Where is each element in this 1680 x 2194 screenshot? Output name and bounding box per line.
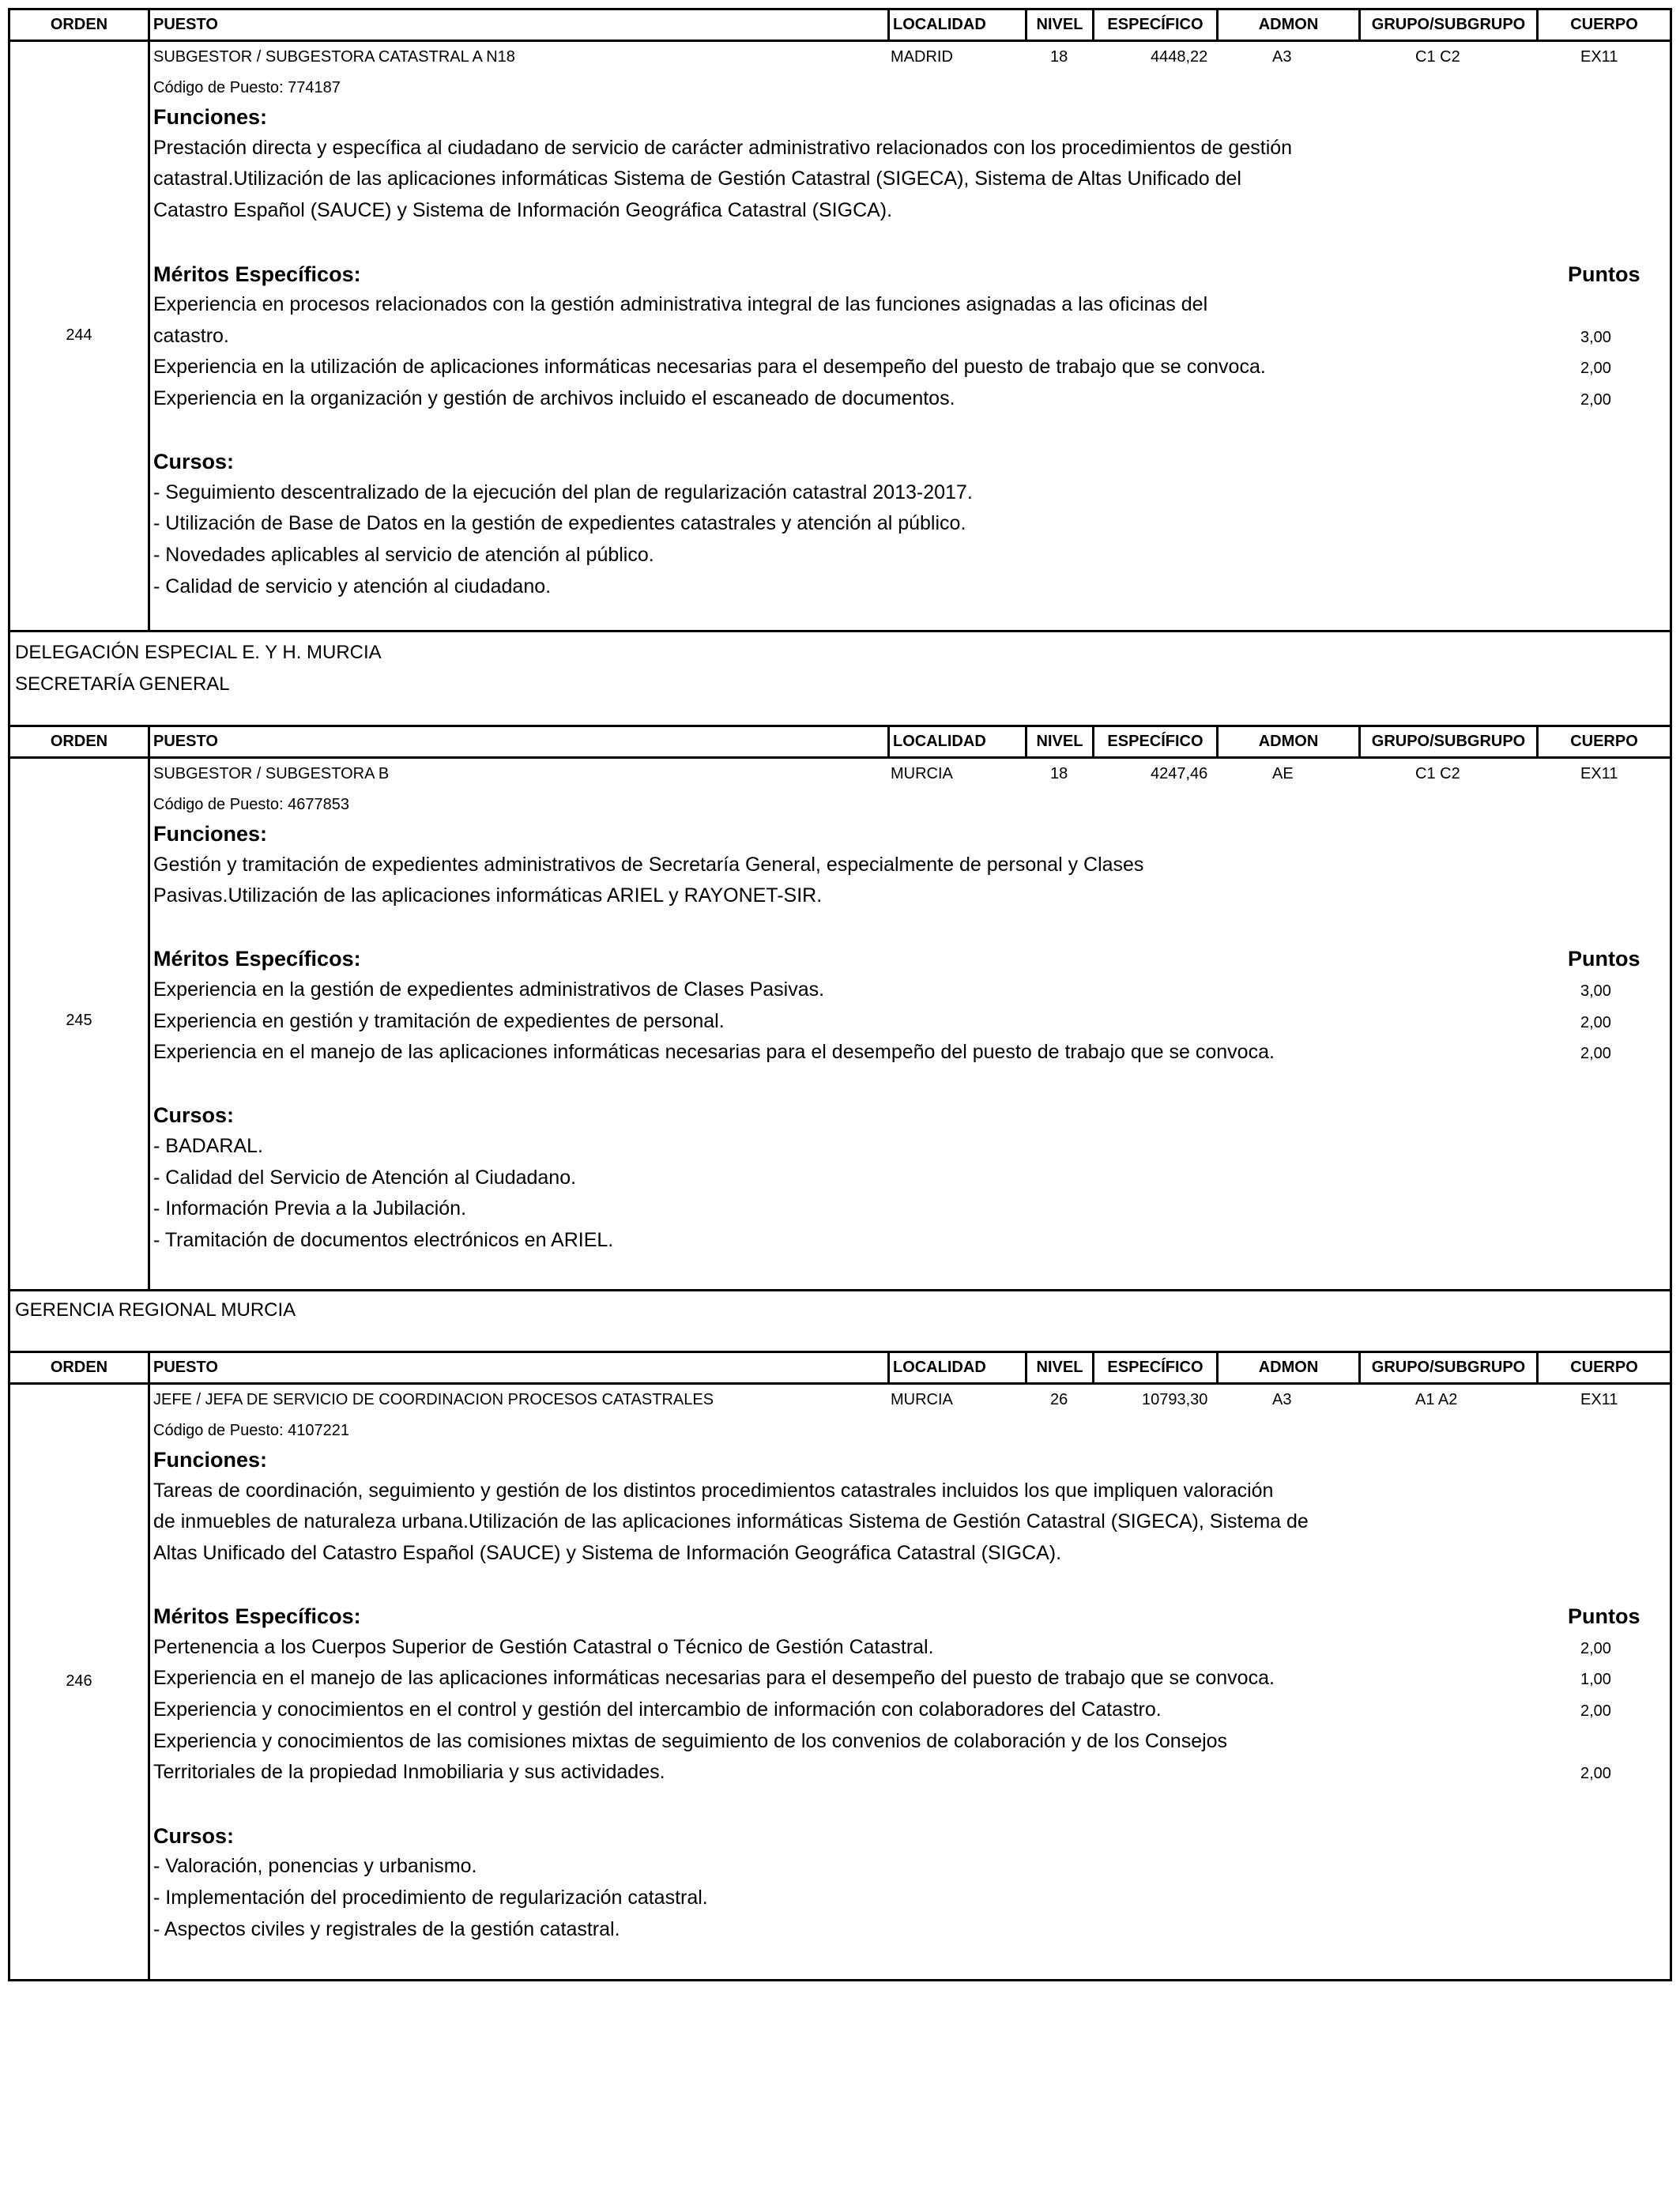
puntos-value: 3,00 — [1580, 982, 1611, 1000]
funciones-line: Tareas de coordinación, seguimiento y gestión de los distintos procedimientos catastrales incluidos los que impliquen valoración — [153, 1480, 1274, 1502]
curso-line: - Calidad de servicio y atención al ciudadano. — [153, 575, 552, 598]
section-line: GERENCIA REGIONAL MURCIA — [15, 1299, 296, 1321]
section-heading — [10, 632, 1670, 727]
merito-line: Experiencia en la organización y gestión de archivos incluido el escaneado de documentos. — [153, 387, 955, 409]
puntos-value: 2,00 — [1580, 1014, 1611, 1031]
cuerpo-value: EX11 — [1580, 765, 1618, 782]
especifico-value: 10793,30 — [1142, 1391, 1208, 1408]
meritos-label: Méritos Específicos: — [153, 947, 361, 971]
merito-line: Experiencia en la gestión de expedientes administrativos de Clases Pasivas. — [153, 978, 825, 1001]
funciones-line: Gestión y tramitación de expedientes administrativos de Secretaría General, especialmente de personal y Clases — [153, 854, 1144, 876]
header-cuerpo: CUERPO — [1570, 16, 1638, 33]
funciones-line: de inmuebles de naturaleza urbana.Utilización de las aplicaciones informáticas Sistema de Gestión Catastral (SIGECA), Sistema de — [153, 1510, 1309, 1532]
funciones-label: Funciones: — [153, 105, 268, 129]
header-puesto: PUESTO — [150, 1353, 890, 1382]
header-admon: ADMON — [1219, 10, 1361, 40]
puntos-label: Puntos — [1568, 947, 1640, 971]
puntos-value: 2,00 — [1580, 1702, 1611, 1720]
orden-number: 246 — [66, 1672, 92, 1690]
table-header — [10, 10, 1670, 42]
header-grupo: GRUPO/SUBGRUPO — [1361, 10, 1539, 40]
meritos-label: Méritos Específicos: — [153, 262, 361, 286]
funciones-line: Prestación directa y específica al ciudadano de servicio de carácter administrativo relacionados con los procedimientos de gestión — [153, 137, 1293, 159]
header-orden: ORDEN — [10, 1353, 150, 1382]
puesto-name: SUBGESTOR / SUBGESTORA CATASTRAL A N18 — [153, 48, 515, 66]
entry-row — [10, 42, 1670, 632]
nivel-value: 26 — [1050, 1391, 1068, 1408]
curso-line: - Tramitación de documentos electrónicos en ARIEL. — [153, 1229, 614, 1251]
funciones-label: Funciones: — [153, 822, 268, 846]
table-header — [10, 1353, 1670, 1385]
orden-cell — [10, 1385, 150, 1979]
codigo-puesto: Código de Puesto: 4107221 — [153, 1422, 349, 1439]
header-nivel: NIVEL — [1027, 727, 1094, 756]
cursos-label: Cursos: — [153, 1824, 235, 1848]
funciones-line: Catastro Español (SAUCE) y Sistema de Información Geográfica Catastral (SIGCA). — [153, 199, 893, 221]
merito-line: Experiencia en la utilización de aplicaciones informáticas necesarias para el desempeño del puesto de trabajo que se convoca. — [153, 356, 1266, 378]
curso-line: - Aspectos civiles y registrales de la gestión catastral. — [153, 1918, 620, 1940]
nivel-value: 18 — [1050, 48, 1068, 66]
section-line: SECRETARÍA GENERAL — [15, 673, 230, 695]
curso-line: - Implementación del procedimiento de regularización catastral. — [153, 1887, 708, 1909]
header-orden: ORDEN — [10, 727, 150, 756]
puntos-value: 2,00 — [1580, 1765, 1611, 1782]
orden-cell — [10, 759, 150, 1289]
merito-line: Experiencia y conocimientos de las comisiones mixtas de seguimiento de los convenios de colaboración y de los Consejos — [153, 1730, 1228, 1752]
puntos-label: Puntos — [1568, 262, 1640, 286]
codigo-puesto: Código de Puesto: 4677853 — [153, 796, 349, 813]
header-grupo: GRUPO/SUBGRUPO — [1361, 727, 1539, 756]
header-puesto: PUESTO — [150, 10, 890, 40]
especifico-value: 4247,46 — [1151, 765, 1208, 782]
cuerpo-value: EX11 — [1580, 48, 1618, 66]
admon-value: A3 — [1272, 48, 1292, 66]
entry-row — [10, 759, 1670, 1291]
puesto-name: JEFE / JEFA DE SERVICIO DE COORDINACION PROCESOS CATASTRALES — [153, 1391, 714, 1408]
curso-line: - Información Previa a la Jubilación. — [153, 1197, 467, 1220]
curso-line: - BADARAL. — [153, 1135, 263, 1157]
funciones-label: Funciones: — [153, 1448, 268, 1472]
header-puesto: PUESTO — [150, 727, 890, 756]
header-localidad: LOCALIDAD — [890, 10, 1027, 40]
puntos-value: 2,00 — [1580, 360, 1611, 377]
localidad-value: MADRID — [891, 48, 953, 66]
grupo-value: C1 C2 — [1415, 765, 1460, 782]
header-especifico: ESPECÍFICO — [1094, 727, 1219, 756]
header-localidad: LOCALIDAD — [890, 727, 1027, 756]
localidad-value: MURCIA — [891, 1391, 953, 1408]
header-admon: ADMON — [1219, 727, 1361, 756]
nivel-value: 18 — [1050, 765, 1068, 782]
document-table — [8, 8, 1672, 1981]
grupo-value: C1 C2 — [1415, 48, 1460, 66]
cursos-label: Cursos: — [153, 1103, 235, 1127]
meritos-label: Méritos Específicos: — [153, 1604, 361, 1628]
puesto-name: SUBGESTOR / SUBGESTORA B — [153, 765, 390, 782]
merito-line: Pertenencia a los Cuerpos Superior de Gestión Catastral o Técnico de Gestión Catastral. — [153, 1636, 934, 1658]
entry-body — [150, 42, 1670, 630]
merito-line: Experiencia en procesos relacionados con la gestión administrativa integral de las funciones asignadas a las oficinas del — [153, 293, 1208, 315]
header-cuerpo: CUERPO — [1570, 733, 1638, 750]
header-grupo: GRUPO/SUBGRUPO — [1361, 1353, 1539, 1382]
orden-number: 245 — [66, 1012, 92, 1029]
header-nivel: NIVEL — [1027, 1353, 1094, 1382]
merito-line: Experiencia en gestión y tramitación de expedientes de personal. — [153, 1010, 725, 1032]
curso-line: - Utilización de Base de Datos en la gestión de expedientes catastrales y atención al público. — [153, 512, 966, 534]
cursos-label: Cursos: — [153, 450, 235, 473]
curso-line: - Novedades aplicables al servicio de atención al público. — [153, 544, 654, 566]
funciones-line: Pasivas.Utilización de las aplicaciones informáticas ARIEL y RAYONET-SIR. — [153, 884, 823, 907]
funciones-line: catastral.Utilización de las aplicaciones informáticas Sistema de Gestión Catastral (SIGECA), Sistema de Altas Unificado del — [153, 168, 1241, 190]
curso-line: - Calidad del Servicio de Atención al Ciudadano. — [153, 1167, 577, 1189]
table-header — [10, 727, 1670, 759]
merito-line: Experiencia en el manejo de las aplicaciones informáticas necesarias para el desempeño del puesto de trabajo que se convoca. — [153, 1667, 1275, 1689]
curso-line: - Valoración, ponencias y urbanismo. — [153, 1855, 477, 1877]
section-line: DELEGACIÓN ESPECIAL E. Y H. MURCIA — [15, 642, 382, 663]
puntos-value: 1,00 — [1580, 1671, 1611, 1688]
especifico-value: 4448,22 — [1151, 48, 1208, 66]
curso-line: - Seguimiento descentralizado de la ejecución del plan de regularización catastral 2013-2017. — [153, 481, 973, 503]
header-especifico: ESPECÍFICO — [1094, 10, 1219, 40]
orden-cell — [10, 42, 150, 630]
funciones-line: Altas Unificado del Catastro Español (SAUCE) y Sistema de Información Geográfica Catastral (SIGCA). — [153, 1542, 1062, 1564]
entry-body — [150, 759, 1670, 1289]
puntos-value: 2,00 — [1580, 1045, 1611, 1062]
puntos-value: 3,00 — [1580, 329, 1611, 346]
localidad-value: MURCIA — [891, 765, 953, 782]
orden-number: 244 — [66, 326, 92, 344]
merito-line: Experiencia en el manejo de las aplicaciones informáticas necesarias para el desempeño del puesto de trabajo que se convoca. — [153, 1041, 1275, 1063]
puntos-value: 2,00 — [1580, 1640, 1611, 1657]
header-admon: ADMON — [1219, 1353, 1361, 1382]
header-nivel: NIVEL — [1027, 10, 1094, 40]
header-localidad: LOCALIDAD — [890, 1353, 1027, 1382]
admon-value: A3 — [1272, 1391, 1292, 1408]
entry-body — [150, 1385, 1670, 1979]
header-cuerpo: CUERPO — [1570, 1359, 1638, 1376]
codigo-puesto: Código de Puesto: 774187 — [153, 79, 341, 96]
admon-value: AE — [1272, 765, 1294, 782]
merito-line: Experiencia y conocimientos en el control y gestión del intercambio de información con colaboradores del Catastro. — [153, 1698, 1162, 1721]
merito-line: catastro. — [153, 325, 229, 347]
puntos-label: Puntos — [1568, 1604, 1640, 1628]
cuerpo-value: EX11 — [1580, 1391, 1618, 1408]
header-especifico: ESPECÍFICO — [1094, 1353, 1219, 1382]
header-orden: ORDEN — [10, 10, 150, 40]
entry-row — [10, 1385, 1670, 1979]
merito-line: Territoriales de la propiedad Inmobiliaria y sus actividades. — [153, 1761, 665, 1783]
section-heading — [10, 1291, 1670, 1353]
grupo-value: A1 A2 — [1415, 1391, 1458, 1408]
puntos-value: 2,00 — [1580, 391, 1611, 409]
